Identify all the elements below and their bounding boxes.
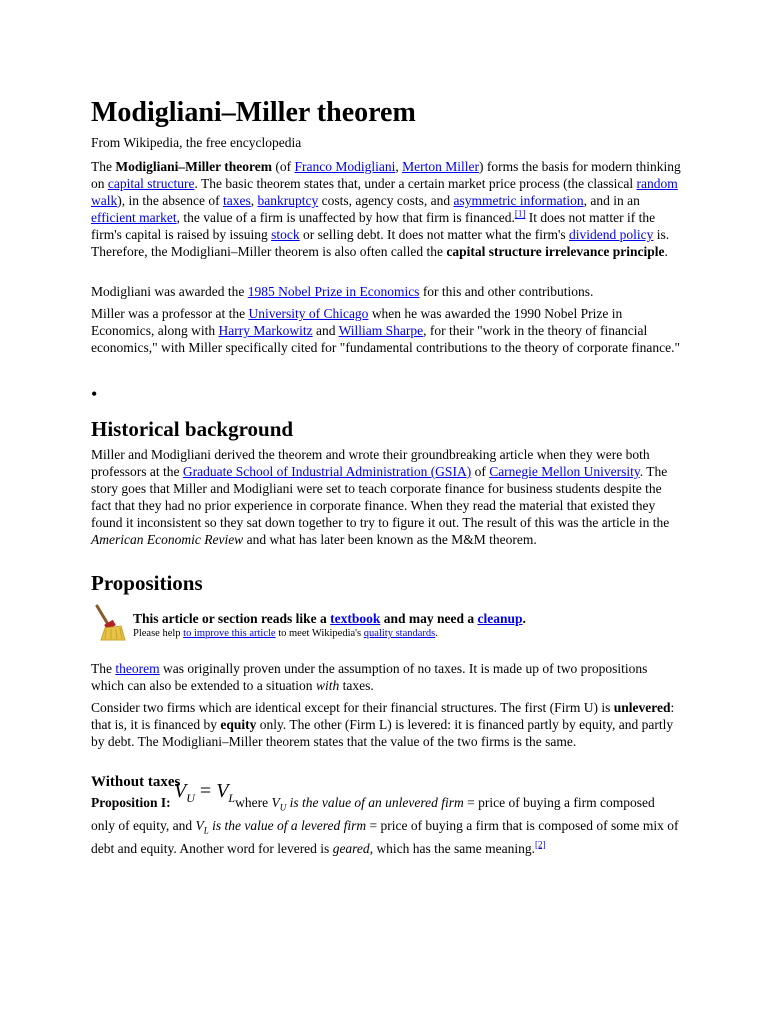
broom-icon — [91, 602, 127, 642]
text: It does not matter if the firm's capital is raised by issuing — [91, 210, 656, 242]
text: to meet Wikipedia's — [275, 628, 364, 639]
text: Miller was a professor at the — [91, 306, 249, 321]
italic-text: with — [315, 678, 340, 693]
link-bankruptcy[interactable]: bankruptcy — [257, 193, 319, 208]
math-op: = — [194, 780, 217, 802]
citation-link-2[interactable]: [2] — [535, 839, 546, 850]
link-asymmetric-information[interactable]: asymmetric information — [453, 193, 584, 208]
text: = price of buying a firm that is composed of some mix of debt and equity. Another word for levered is — [91, 818, 679, 856]
text: The — [91, 159, 116, 174]
math-inline-sub: L — [203, 825, 209, 836]
text: Consider two firms which are identical except for their financial structures. The first (Firm U) is — [91, 700, 614, 715]
text: , — [395, 159, 403, 174]
text: Please help — [133, 628, 184, 639]
link-nobel-prize[interactable]: 1985 Nobel Prize in Economics — [247, 284, 420, 299]
page-title: Modigliani–Miller theorem — [91, 97, 416, 128]
link-random-walk[interactable]: random walk — [91, 176, 678, 208]
link-theorem[interactable]: theorem — [115, 661, 160, 676]
link-carnegie-mellon[interactable]: Carnegie Mellon University — [489, 464, 640, 479]
citation-link-1[interactable]: [1] — [514, 208, 526, 219]
bold-term: equity — [220, 717, 257, 732]
intro-paragraph-2-block — [91, 283, 682, 300]
text: , for their "work in the theory of financial economics," with Miller specifically cited for "fundamental contributions to the theory of corporate finance." — [91, 323, 680, 355]
text: , which has the same meaning. — [369, 840, 536, 856]
math-inline: V — [195, 818, 204, 833]
propositions-section — [91, 570, 682, 596]
text: or selling debt. It does not matter what the firm's — [299, 227, 570, 242]
propositions-paragraph-1-block — [91, 660, 682, 694]
link-cleanup[interactable]: cleanup — [477, 611, 523, 626]
link-capital-structure[interactable]: capital structure — [107, 176, 195, 191]
text: and — [312, 323, 339, 338]
text: : that is, it is financed by — [91, 700, 675, 732]
text: is. Therefore, the Modigliani–Miller theorem is also often called the — [91, 227, 670, 259]
text: , — [250, 193, 258, 208]
text: and what has later been known as the M&M theorem. — [243, 532, 537, 547]
link-harry-markowitz[interactable]: Harry Markowitz — [218, 323, 313, 338]
text: , and in an — [583, 193, 640, 208]
italic-journal: American Economic Review — [91, 532, 244, 547]
math-sub: U — [186, 791, 195, 805]
link-university-of-chicago[interactable]: University of Chicago — [248, 306, 369, 321]
link-franco-modigliani[interactable]: Franco Modigliani — [294, 159, 396, 174]
link-efficient-market[interactable]: efficient market — [91, 210, 177, 225]
bold-term: Modigliani–Miller theorem — [115, 159, 272, 174]
text: (of — [271, 159, 295, 174]
intro-paragraph-3 — [91, 305, 682, 356]
proposition-label: Proposition I: — [91, 795, 171, 810]
link-dividend-policy[interactable]: dividend policy — [569, 227, 654, 242]
text: . The story goes that Miller and Modigliani were set to teach corporate finance for business students despite the fact that they had no prior experience in corporate finance. When they read the material that existed they found it inconsistent so they sat down together to try to figure it out. The result of this was the article in the — [91, 464, 670, 530]
text: ) forms the basis for modern thinking on — [91, 159, 681, 191]
section-heading-propositions: Propositions — [91, 571, 203, 595]
text: Modigliani was awarded the — [91, 284, 248, 299]
link-gsia[interactable]: Graduate School of Industrial Administration (GSIA) — [182, 464, 472, 479]
text: of — [471, 464, 490, 479]
text: . The basic theorem states that, under a certain market price process (the classical — [194, 176, 637, 191]
link-stock[interactable]: stock — [271, 227, 300, 242]
text: for this and other contributions. — [419, 284, 594, 299]
propositions-paragraph-1 — [91, 660, 682, 694]
link-william-sharpe[interactable]: William Sharpe — [338, 323, 424, 338]
intro-paragraph-2 — [91, 283, 682, 300]
link-textbook[interactable]: textbook — [330, 611, 381, 626]
section-heading-historical: Historical background — [91, 417, 294, 441]
cleanup-notice — [91, 602, 682, 642]
text: . — [435, 628, 438, 639]
bold-term: capital structure irrelevance principle — [446, 244, 665, 259]
text: This article or section reads like a — [133, 611, 331, 626]
text: where — [235, 795, 272, 810]
intro-section — [91, 158, 682, 260]
math-var: V — [174, 780, 187, 802]
equation-vu-equals-vl — [174, 780, 236, 805]
historical-paragraph — [91, 446, 682, 548]
bold-term: unlevered — [613, 700, 671, 715]
text: only. The other (Firm L) is levered: it is financed partly by equity, and partly by debt. The Modigliani–Miller theorem states that the value of the two firms is the same. — [91, 717, 674, 749]
propositions-paragraph-2 — [91, 699, 682, 750]
math-sub: L — [228, 791, 236, 805]
notice-main-line — [133, 610, 526, 627]
text: and may need a — [380, 611, 478, 626]
link-taxes[interactable]: taxes — [222, 193, 251, 208]
text: ), in the absence of — [117, 193, 223, 208]
math-inline-sub: U — [279, 802, 287, 813]
text: was originally proven under the assumption of no taxes. It is made up of two propositions which can also be extended to a situation — [91, 661, 648, 693]
intro-paragraph-3-block — [91, 305, 682, 356]
italic-text: is the value of an unlevered firm — [286, 795, 464, 810]
intro-paragraph-1 — [91, 158, 682, 260]
italic-text: geared — [332, 840, 370, 856]
math-inline: V — [271, 795, 280, 810]
empty-bullet: • — [91, 384, 98, 404]
notice-text — [133, 602, 526, 641]
propositions-paragraph-2-block — [91, 699, 682, 750]
text: taxes. — [339, 678, 374, 693]
historical-section — [91, 416, 682, 548]
subsection-heading-without-taxes: Without taxes — [91, 774, 181, 790]
text: = price of buying a firm composed only of equity, and — [91, 795, 655, 833]
link-improve-article[interactable]: to improve this article — [183, 628, 276, 639]
text: costs, agency costs, and — [318, 193, 454, 208]
text: Miller and Modigliani derived the theorem and wrote their groundbreaking article when they were both professors at the — [91, 447, 650, 479]
notice-sub-line — [133, 627, 526, 641]
link-merton-miller[interactable]: Merton Miller — [402, 159, 479, 174]
text: . — [522, 611, 526, 626]
text: , the value of a firm is unaffected by how that firm is financed. — [176, 210, 515, 225]
link-quality-standards[interactable]: quality standards — [363, 628, 436, 639]
page-subtitle: From Wikipedia, the free encyclopedia — [91, 135, 302, 150]
text: The — [91, 661, 116, 676]
math-var: V — [216, 780, 229, 802]
text: . — [664, 244, 668, 259]
text: when he was awarded the 1990 Nobel Prize in Economics, along with — [91, 306, 623, 338]
italic-text: is the value of a levered firm — [208, 818, 367, 833]
